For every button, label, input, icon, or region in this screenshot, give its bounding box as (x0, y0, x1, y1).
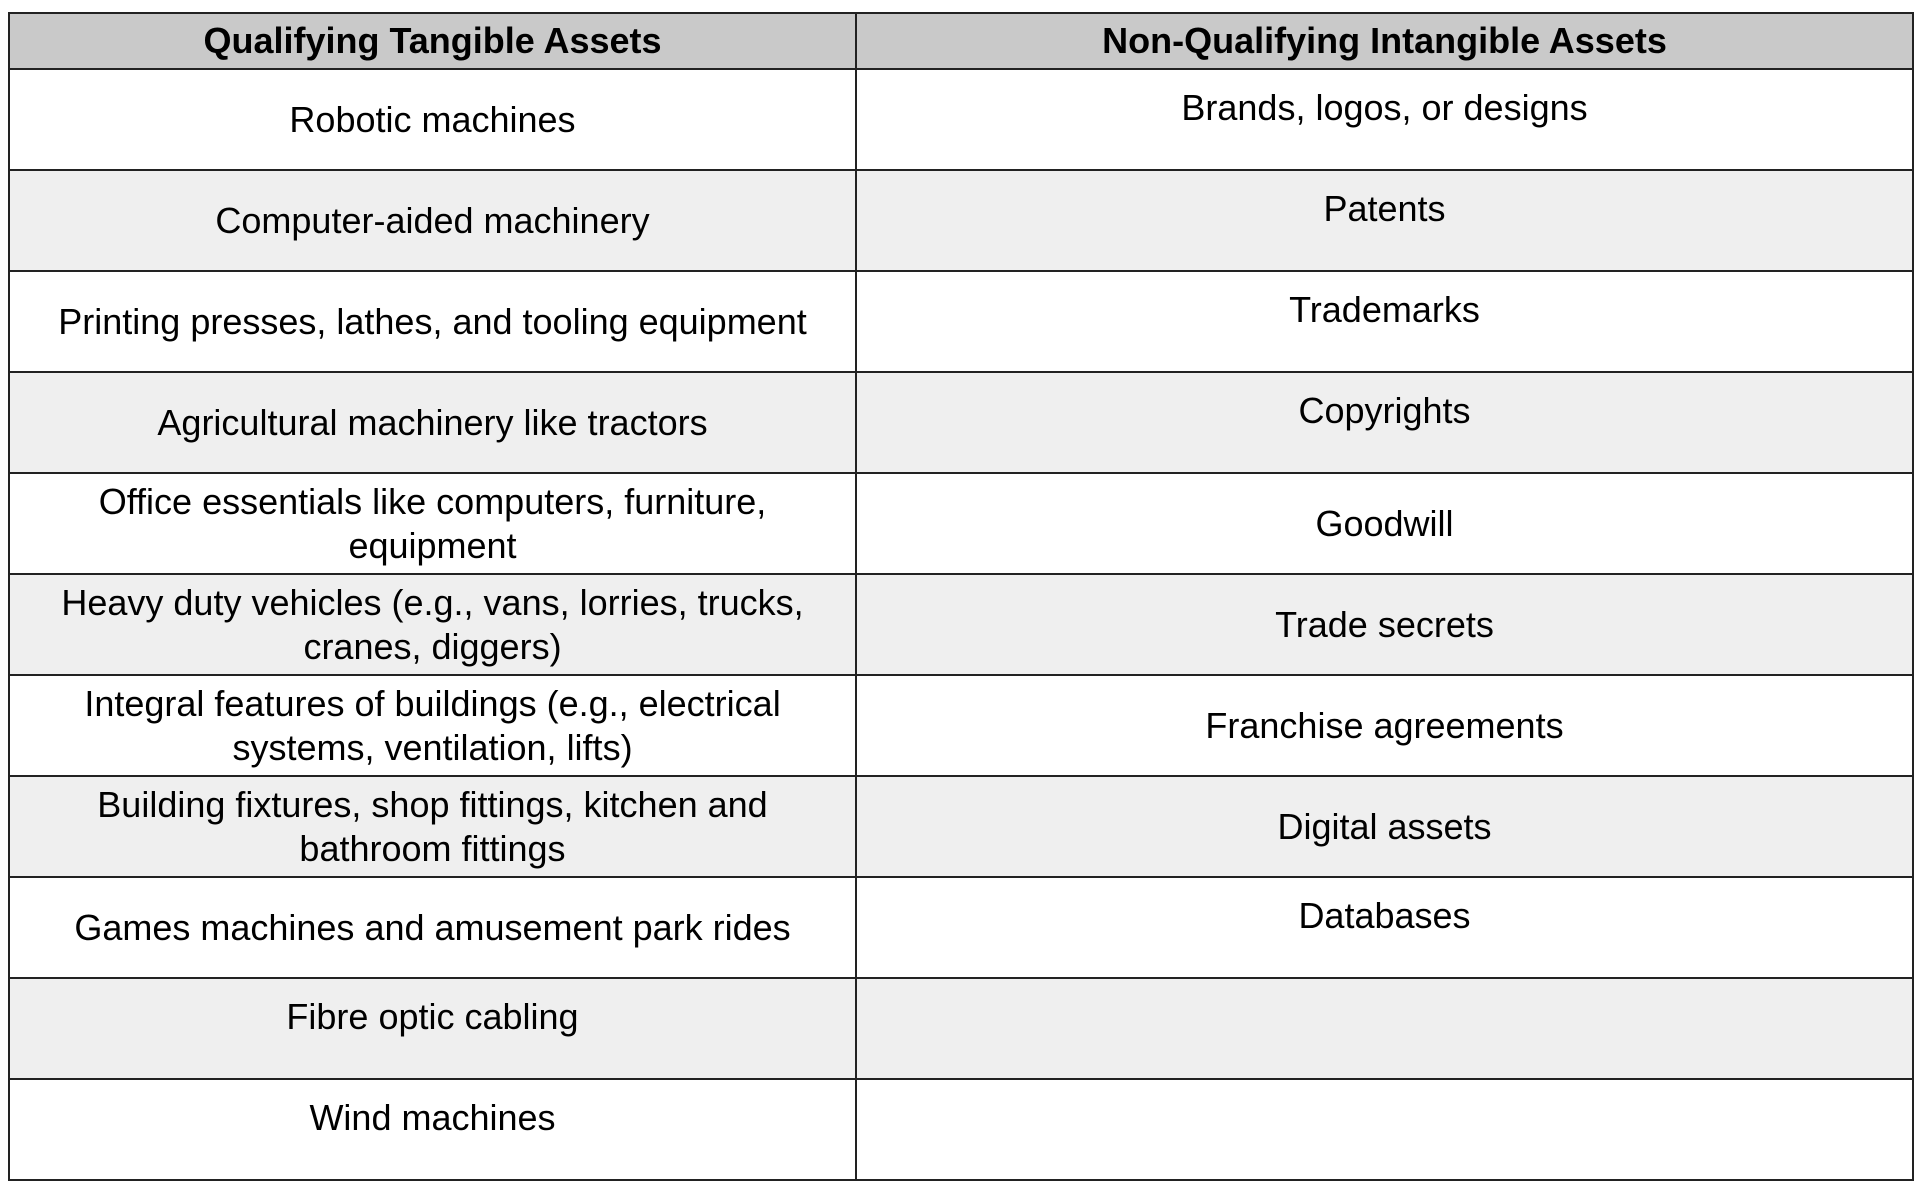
header-qualifying-tangible: Qualifying Tangible Assets (9, 13, 856, 69)
intangible-cell (856, 978, 1913, 1079)
tangible-cell: Heavy duty vehicles (e.g., vans, lorries, trucks, cranes, diggers) (9, 574, 856, 675)
tangible-cell: Fibre optic cabling (9, 978, 856, 1079)
tangible-cell: Agricultural machinery like tractors (9, 372, 856, 473)
table-header-row (9, 13, 1913, 69)
header-non-qualifying-intangible: Non-Qualifying Intangible Assets (856, 13, 1913, 69)
table-row (9, 776, 1913, 877)
table-row (9, 271, 1913, 372)
intangible-cell: Goodwill (856, 473, 1913, 574)
table-row (9, 170, 1913, 271)
assets-table (8, 12, 1914, 1181)
tangible-cell: Games machines and amusement park rides (9, 877, 856, 978)
table-row (9, 675, 1913, 776)
table-row (9, 574, 1913, 675)
intangible-cell: Copyrights (856, 372, 1913, 473)
tangible-cell: Printing presses, lathes, and tooling equipment (9, 271, 856, 372)
intangible-cell: Digital assets (856, 776, 1913, 877)
table-row (9, 1079, 1913, 1180)
tangible-cell: Robotic machines (9, 69, 856, 170)
intangible-cell: Databases (856, 877, 1913, 978)
tangible-cell: Wind machines (9, 1079, 856, 1180)
tangible-cell: Integral features of buildings (e.g., electrical systems, ventilation, lifts) (9, 675, 856, 776)
table-row (9, 473, 1913, 574)
assets-table-container (8, 12, 1912, 1181)
table-row (9, 978, 1913, 1079)
tangible-cell: Building fixtures, shop fittings, kitchen and bathroom fittings (9, 776, 856, 877)
intangible-cell (856, 1079, 1913, 1180)
intangible-cell: Trade secrets (856, 574, 1913, 675)
intangible-cell: Trademarks (856, 271, 1913, 372)
intangible-cell: Franchise agreements (856, 675, 1913, 776)
intangible-cell: Brands, logos, or designs (856, 69, 1913, 170)
table-row (9, 69, 1913, 170)
intangible-cell: Patents (856, 170, 1913, 271)
tangible-cell: Office essentials like computers, furniture, equipment (9, 473, 856, 574)
table-row (9, 877, 1913, 978)
table-row (9, 372, 1913, 473)
tangible-cell: Computer-aided machinery (9, 170, 856, 271)
